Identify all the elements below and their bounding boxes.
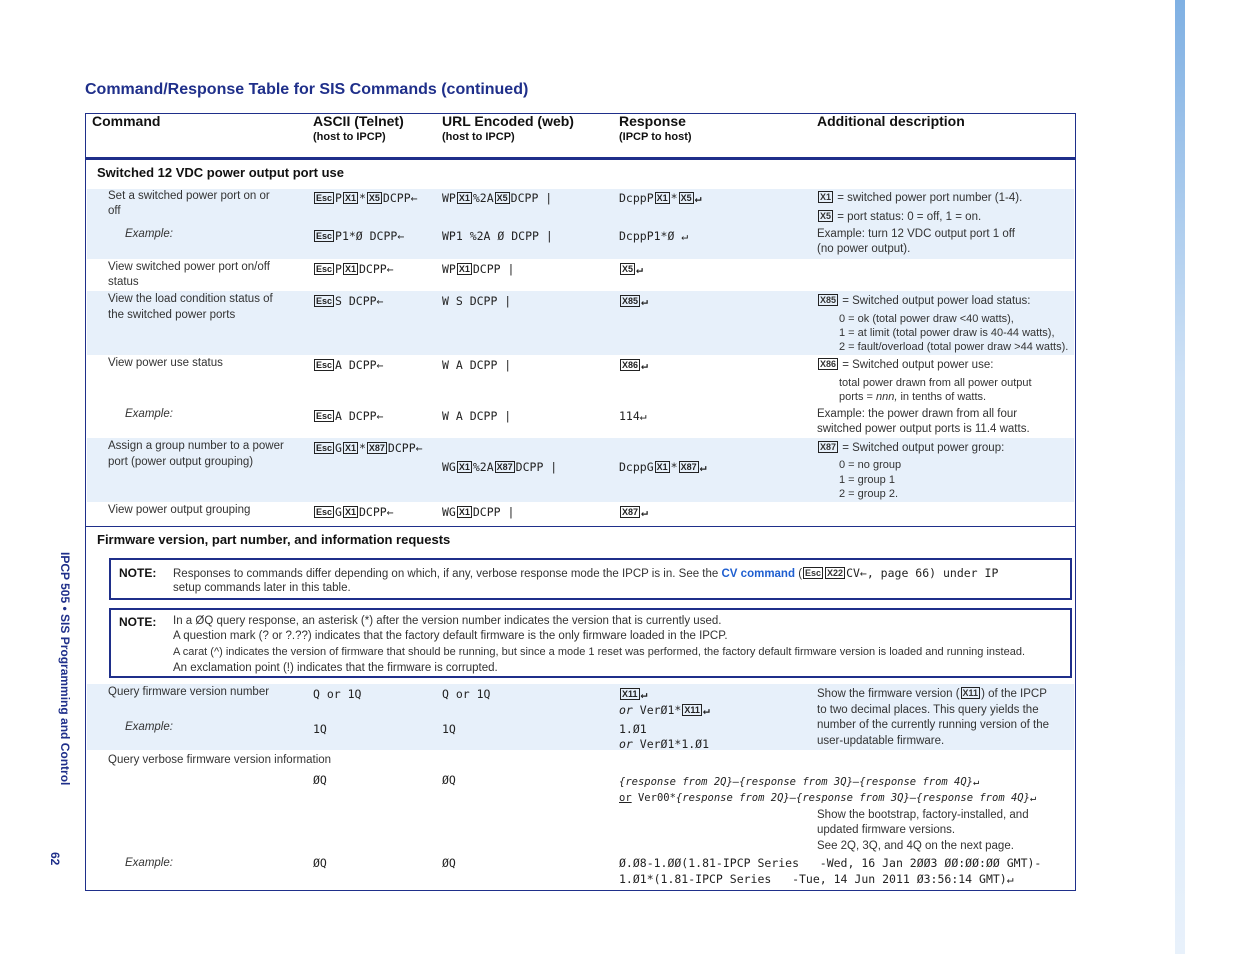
x5-key: X5	[368, 193, 380, 203]
x5-key: X5	[820, 211, 832, 221]
example-url: WP1 %2A Ø DCPP |	[442, 229, 553, 243]
example-response: DcppP1*Ø ↵	[619, 229, 689, 243]
desc-text: = Switched output power load status:	[842, 295, 1031, 307]
desc-text: ) of the IPCP	[981, 688, 1047, 700]
example-response-alt	[619, 737, 709, 753]
example-ascii: ØQ	[313, 856, 327, 870]
section-title: Command/Response Table for SIS Commands (continued)	[85, 81, 529, 98]
cmd-text: View the load condition status of	[108, 293, 273, 305]
example-url: ØQ	[442, 856, 456, 870]
col-header-ascii: ASCII (Telnet)	[313, 113, 404, 129]
desc	[817, 294, 1031, 310]
desc-text: = port status: 0 = off, 1 = on.	[837, 211, 982, 223]
col-subheader-response: (IPCP to host)	[619, 131, 692, 143]
page-edge-band	[1175, 0, 1185, 954]
cmd-part: A DCPP←	[335, 358, 384, 372]
cmd-part: %2A	[472, 460, 494, 474]
note-text: In a ØQ query response, an asterisk (*) after the version number indicates the version that is currently used.	[173, 615, 722, 627]
ascii-cmd: Q or 1Q	[313, 687, 362, 701]
return-icon: ↵	[699, 460, 707, 474]
desc-text: number of the currently running version of the	[817, 719, 1050, 731]
return-icon: ↵	[702, 703, 710, 717]
cmd-part: P	[335, 262, 342, 276]
desc-text: ports =	[839, 391, 876, 403]
esc-key: Esc	[316, 411, 333, 421]
example-label: Example:	[125, 228, 173, 240]
desc-text: switched power output ports is 11.4 watts.	[817, 423, 1030, 435]
cmd-part: A DCPP←	[335, 409, 384, 423]
x1-key: X1	[820, 192, 832, 202]
x87-key: X87	[680, 462, 697, 472]
cmd-part: DCPP |	[472, 505, 515, 519]
resp-part: or	[619, 737, 640, 751]
desc	[817, 358, 993, 374]
cmd-part: G	[335, 505, 342, 519]
desc	[817, 441, 1004, 457]
x22-key: X22	[827, 568, 844, 578]
esc-key: Esc	[805, 568, 822, 578]
desc-text: 1 = at limit (total power draw is 40-44 watts),	[839, 327, 1055, 339]
section-divider	[85, 526, 1076, 527]
response-alt	[619, 703, 710, 719]
cmd-part: DCPP←	[382, 191, 418, 205]
response	[619, 294, 648, 310]
cmd-part: WG	[442, 505, 456, 519]
x85-key: X85	[820, 295, 837, 305]
ascii-cmd	[313, 441, 423, 457]
url-cmd: W S DCPP |	[442, 294, 512, 308]
url-cmd	[442, 262, 514, 278]
resp-part: or	[619, 792, 632, 804]
desc-text: Example: turn 12 VDC output port 1 off	[817, 228, 1015, 240]
cmd-part: *	[358, 441, 366, 455]
ascii-cmd: ØQ	[313, 773, 327, 787]
cmd-text: View power use status	[108, 357, 223, 369]
cmd-text: status	[108, 276, 139, 288]
response	[619, 687, 647, 703]
resp-part: DcppP	[619, 191, 654, 205]
desc-text: in tenths of watts.	[897, 391, 987, 403]
response	[619, 262, 643, 278]
x5-key: X5	[496, 193, 508, 203]
cmd-text: Assign a group number to a power	[108, 440, 284, 452]
cmd-part: %2A	[472, 191, 494, 205]
x1-key: X1	[344, 443, 356, 453]
desc	[817, 687, 1047, 703]
desc-text: = Switched output power use:	[842, 359, 994, 371]
response	[619, 460, 707, 476]
desc-text: nnn,	[876, 391, 898, 403]
ascii-cmd	[313, 191, 418, 207]
response: {response from 2Q}–{response from 3Q}–{response from 4Q}↵	[619, 776, 980, 788]
desc-text: (no power output).	[817, 243, 911, 255]
esc-key: Esc	[316, 360, 333, 370]
cmd-part: WP	[442, 262, 456, 276]
url-cmd	[442, 191, 552, 207]
desc	[839, 390, 986, 406]
note-text: A carat (^) indicates the version of firmware that should be running, but since a mode 1 reset was performed, the factory default firmware version is loaded and running instead.	[173, 646, 1025, 658]
cmd-text: off	[108, 205, 121, 217]
note-label: NOTE:	[119, 566, 157, 580]
url-cmd	[442, 460, 557, 476]
url-cmd: W A DCPP |	[442, 358, 512, 372]
col-subheader-ascii: (host to IPCP)	[313, 131, 386, 143]
cmd-text: Query verbose firmware version information	[108, 754, 332, 766]
side-running-title	[42, 552, 72, 866]
x85-key: X85	[622, 296, 639, 306]
x87-key: X87	[496, 462, 513, 472]
desc-text: = Switched output power group:	[842, 442, 1005, 454]
section-heading-power: Switched 12 VDC power output port use	[97, 165, 345, 180]
x1-key: X1	[458, 193, 470, 203]
ascii-cmd	[313, 294, 383, 310]
cmd-part: P1*Ø DCPP←	[335, 229, 405, 243]
x86-key: X86	[622, 360, 639, 370]
desc-text: Example: the power drawn from all four	[817, 408, 1018, 420]
cmd-part: DCPP←	[387, 441, 423, 455]
cmd-part: *	[358, 191, 366, 205]
desc-text: Show the bootstrap, factory-installed, and	[817, 809, 1029, 821]
esc-key: Esc	[316, 231, 333, 241]
cmd-text: View power output grouping	[108, 504, 251, 516]
return-icon: ↵	[636, 262, 643, 276]
x1-key: X1	[656, 462, 668, 472]
desc-text: Show the firmware version (	[817, 688, 960, 700]
x87-key: X87	[622, 507, 639, 517]
esc-key: Esc	[316, 296, 333, 306]
cmd-part: DCPP←	[358, 262, 394, 276]
resp-part: *	[670, 191, 678, 205]
header-divider-2	[85, 159, 1076, 160]
example-ascii	[313, 409, 383, 425]
cmd-part: DCPP←	[358, 505, 394, 519]
cmd-part: DCPP |	[510, 191, 553, 205]
example-response: 1.Ø1	[619, 722, 647, 736]
esc-key: Esc	[316, 507, 333, 517]
x5-key: X5	[622, 264, 634, 274]
x87-key: X87	[820, 442, 837, 452]
x87-key: X87	[368, 443, 385, 453]
x1-key: X1	[458, 264, 470, 274]
x5-key: X5	[680, 193, 692, 203]
example-ascii	[313, 229, 404, 245]
example-label: Example:	[125, 857, 173, 869]
cmd-part: DCPP |	[472, 262, 515, 276]
x86-key: X86	[820, 359, 837, 369]
resp-part: VerØ1*	[639, 703, 682, 717]
resp-part: VerØ1*1.Ø1	[639, 737, 710, 751]
resp-part: or	[619, 703, 640, 717]
note-part: CV←, page 66) under IP	[846, 566, 999, 580]
desc-text: 0 = no group	[839, 459, 902, 471]
desc	[817, 210, 981, 226]
cmd-text: Set a switched power port on or	[108, 190, 270, 202]
example-label: Example:	[125, 408, 173, 420]
note-label: NOTE:	[119, 615, 157, 629]
cmd-text: port (power output grouping)	[108, 456, 254, 468]
note-box-verbose	[109, 558, 1072, 600]
cmd-part: WG	[442, 460, 456, 474]
return-icon: ↵	[640, 687, 648, 701]
x11-key: X11	[622, 689, 638, 699]
resp-part: Ver00*	[631, 792, 676, 804]
return-icon: ↵	[641, 505, 648, 519]
example-ascii: 1Q	[313, 722, 327, 736]
desc-text: = switched power port number (1-4).	[837, 192, 1023, 204]
x1-key: X1	[344, 507, 356, 517]
cmd-part: DCPP |	[515, 460, 558, 474]
ascii-cmd	[313, 262, 394, 278]
cmd-part: WP	[442, 191, 456, 205]
response	[619, 191, 702, 207]
x1-key: X1	[458, 507, 470, 517]
desc-text: updated firmware versions.	[817, 824, 956, 836]
resp-part: {response from 2Q}–{response from 3Q}–{response from 4Q}↵	[675, 792, 1037, 804]
example-label: Example:	[125, 721, 173, 733]
desc-text: 1 = group 1	[839, 474, 895, 486]
desc	[817, 191, 1022, 207]
desc-text: See 2Q, 3Q, and 4Q on the next page.	[817, 840, 1014, 852]
note-box-symbols	[109, 608, 1072, 678]
section-heading-firmware: Firmware version, part number, and information requests	[97, 532, 451, 547]
cmd-part: G	[335, 441, 342, 455]
desc-text: total power drawn from all power output	[839, 377, 1032, 389]
cmd-text: the switched power ports	[108, 309, 236, 321]
esc-key: Esc	[316, 264, 333, 274]
col-header-description: Additional description	[817, 113, 965, 129]
x1-key: X1	[458, 462, 470, 472]
x11-key: X11	[962, 688, 979, 698]
note-part: Responses to commands differ depending on which, if any, verbose response mode the IPCP is in. See the	[173, 568, 722, 580]
example-url: W A DCPP |	[442, 409, 512, 423]
note-text: setup commands later in this table.	[173, 582, 351, 594]
url-cmd: ØQ	[442, 773, 456, 787]
col-header-response: Response	[619, 113, 686, 129]
ascii-cmd	[313, 505, 394, 521]
esc-key: Esc	[316, 193, 333, 203]
response	[619, 505, 648, 521]
x1-key: X1	[344, 193, 356, 203]
page-number: 62	[48, 852, 62, 866]
response-alt	[619, 791, 1036, 807]
cmd-text: Query firmware version number	[108, 686, 270, 698]
return-icon: ↵	[694, 191, 702, 205]
ascii-cmd	[313, 358, 383, 374]
desc-text: 0 = ok (total power draw <40 watts),	[839, 313, 1014, 325]
desc-text: 2 = fault/overload (total power draw >44 watts).	[839, 341, 1069, 353]
cv-command-link[interactable]: CV command	[721, 568, 795, 580]
response	[619, 358, 648, 374]
resp-part: DcppG	[619, 460, 654, 474]
note-part: (	[795, 568, 803, 580]
running-title: IPCP 505 • SIS Programming and Control	[58, 552, 72, 786]
desc-text: 2 = group 2.	[839, 488, 899, 500]
example-response-2: 1.Ø1*(1.81-IPCP Series -Tue, 14 Jun 2011 Ø3:56:14 GMT)↵	[619, 872, 1014, 886]
example-response: Ø.Ø8-1.ØØ(1.81-IPCP Series -Wed, 16 Jan 2ØØ3 ØØ:ØØ:ØØ GMT)-	[619, 856, 1042, 870]
note-text: An exclamation point (!) indicates that the firmware is corrupted.	[173, 662, 498, 674]
example-response: 114↵	[619, 409, 647, 423]
desc-text: to two decimal places. This query yields the	[817, 704, 1039, 716]
x11-key: X11	[684, 705, 700, 715]
url-cmd: Q or 1Q	[442, 687, 491, 701]
return-icon: ↵	[641, 358, 648, 372]
x1-key: X1	[656, 193, 668, 203]
resp-part: *	[670, 460, 678, 474]
esc-key: Esc	[316, 443, 333, 453]
example-url: 1Q	[442, 722, 456, 736]
col-subheader-url: (host to IPCP)	[442, 131, 515, 143]
col-header-command: Command	[92, 113, 161, 129]
cmd-text: View switched power port on/off	[108, 261, 270, 273]
cmd-part: S DCPP←	[335, 294, 384, 308]
url-cmd	[442, 505, 514, 521]
x1-key: X1	[344, 264, 356, 274]
col-header-url: URL Encoded (web)	[442, 113, 574, 129]
note-text: A question mark (? or ?.??) indicates that the factory default firmware is the only firmware loaded in the IPCP.	[173, 630, 728, 642]
return-icon: ↵	[641, 294, 648, 308]
cmd-part: P	[335, 191, 342, 205]
desc-text: user-updatable firmware.	[817, 735, 945, 747]
